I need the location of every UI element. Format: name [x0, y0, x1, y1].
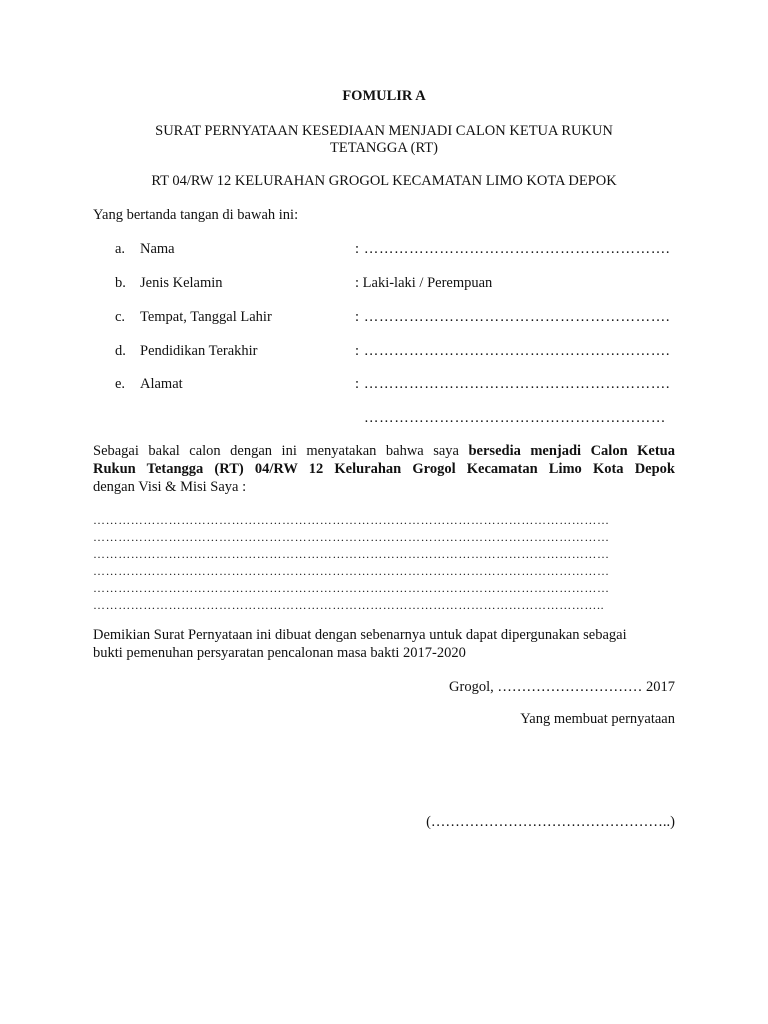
form-subtitle-line-2: TETANGGA (RT) [330, 140, 438, 156]
statement-line-3: dengan Visi & Misi Saya : [93, 479, 247, 495]
field-value-tempat-tanggal-lahir: : ……………………………………………………. [355, 309, 671, 325]
field-label-alamat: Alamat [140, 376, 183, 392]
visi-misi-line: ………………………………………………………………………………………………………….. [93, 598, 605, 612]
signer-label: Yang membuat pernyataan [520, 711, 675, 727]
field-value-alamat: : ……………………………………………………. [355, 376, 671, 392]
closing-line-1: Demikian Surat Pernyataan ini dibuat dengan sebenarnya untuk dapat dipergunakan sebagai [93, 627, 627, 643]
visi-misi-line: …………………………………………………………………………………………………………… [93, 513, 610, 527]
field-label-nama: Nama [140, 241, 175, 257]
visi-misi-line: …………………………………………………………………………………………………………… [93, 581, 610, 595]
field-letter-d: d. [115, 343, 126, 359]
statement-paragraph [93, 442, 675, 496]
statement-line-2: Rukun Tetangga (RT) 04/RW 12 Kelurahan Grogol Kecamatan Limo Kota Depok [93, 461, 675, 477]
form-subtitle-line-1: SURAT PERNYATAAN KESEDIAAN MENJADI CALON KETUA RUKUN [155, 123, 613, 139]
place-date: Grogol, ………………………… 2017 [449, 679, 675, 695]
field-label-jenis-kelamin: Jenis Kelamin [140, 275, 223, 291]
field-letter-e: e. [115, 376, 126, 392]
statement-line-1-normal: Sebagai bakal calon dengan ini menyatakan bahwa saya [93, 443, 469, 459]
visi-misi-line: …………………………………………………………………………………………………………… [93, 564, 610, 578]
address-line-2: …………………………………………………… [364, 410, 666, 426]
field-value-jenis-kelamin: : Laki-laki / Perempuan [355, 275, 493, 291]
visi-misi-line: …………………………………………………………………………………………………………… [93, 530, 610, 544]
statement-line-1-bold: bersedia menjadi Calon Ketua [468, 443, 675, 459]
field-letter-a: a. [115, 241, 126, 257]
form-title: FOMULIR A [342, 88, 426, 104]
intro-text: Yang bertanda tangan di bawah ini: [93, 207, 299, 223]
statement-line-1 [93, 442, 675, 460]
field-value-pendidikan-terakhir: : ……………………………………………………. [355, 343, 671, 359]
field-value-nama: : ……………………………………………………. [355, 241, 671, 257]
field-label-pendidikan-terakhir: Pendidikan Terakhir [140, 343, 258, 359]
closing-line-2: bukti pemenuhan persyaratan pencalonan masa bakti 2017-2020 [93, 645, 466, 661]
visi-misi-line: …………………………………………………………………………………………………………… [93, 547, 610, 561]
field-letter-b: b. [115, 275, 126, 291]
form-location: RT 04/RW 12 KELURAHAN GROGOL KECAMATAN LIMO KOTA DEPOK [151, 173, 617, 189]
field-letter-c: c. [115, 309, 126, 325]
signature-line: (…………………………………………..) [426, 814, 675, 830]
field-label-tempat-tanggal-lahir: Tempat, Tanggal Lahir [140, 309, 272, 325]
